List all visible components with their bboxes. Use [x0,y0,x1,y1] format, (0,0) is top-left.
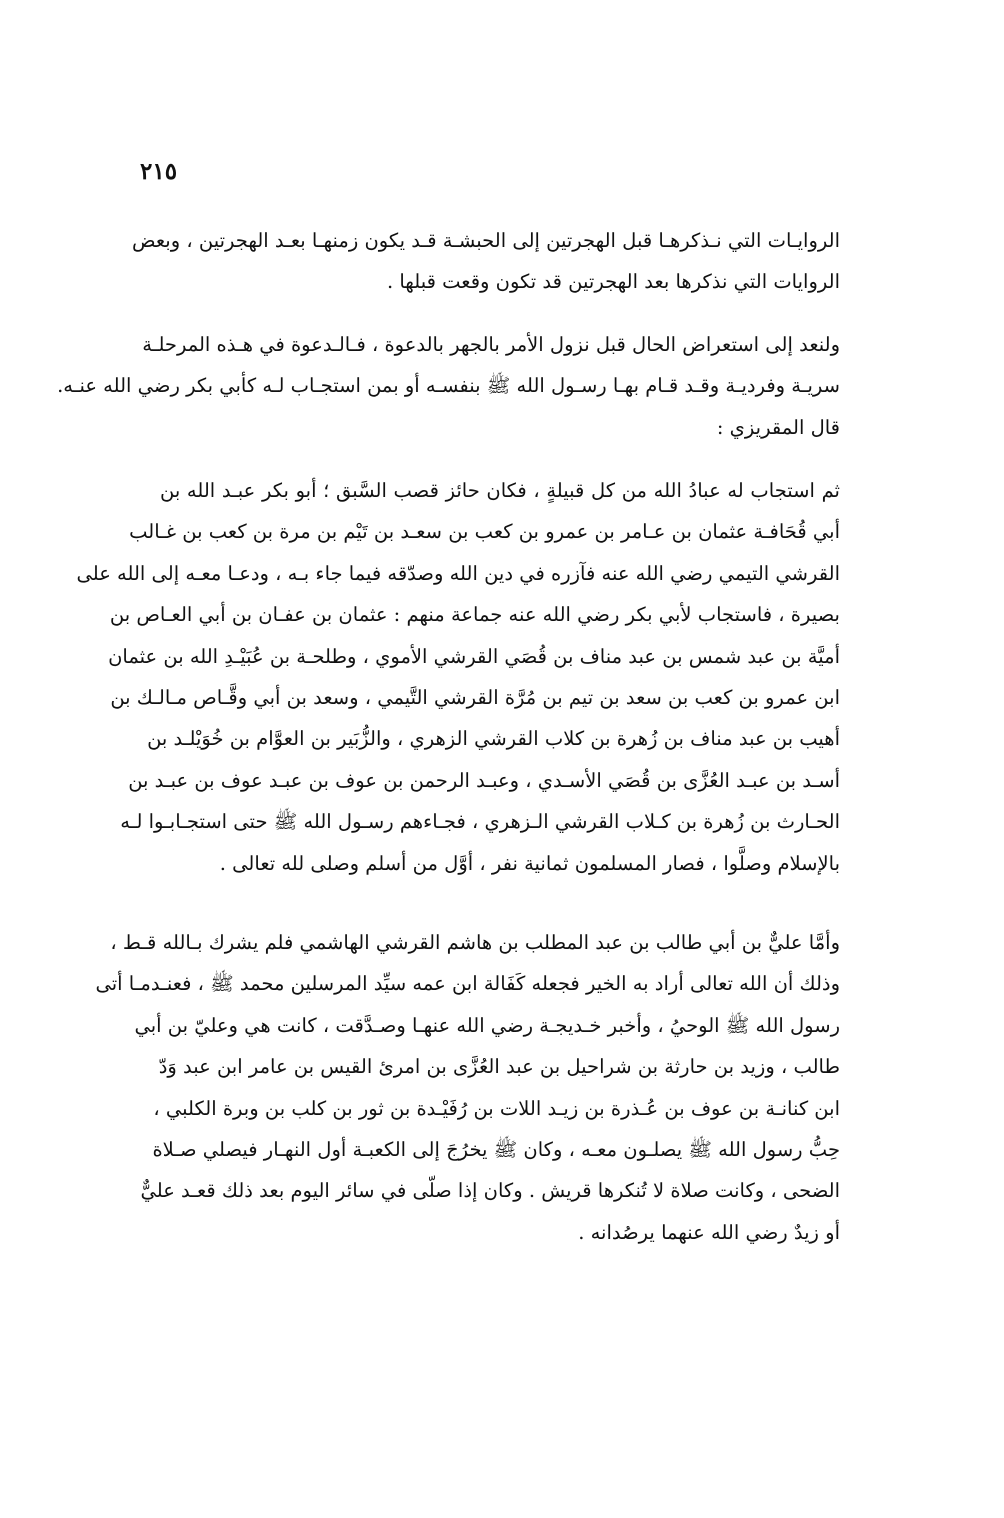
text-line: القرشي التيمي رضي الله عنه فآزره في دين الله وصدّقه فيما جاء بـه ، ودعـا معـه إلى الله على [76,561,840,585]
page-number: ٢١٥ [140,158,178,185]
text-line: رسول الله ﷺ الوحيُ ، وأخبر خـديجـة رضي الله عنهـا وصـدَّقت ، كانت هي وعليّ بن أبي [134,1013,840,1037]
text-line: بصيرة ، فاستجاب لأبي بكر رضي الله عنه جماعة منهم : عثمان بن عفـان بن أبي العـاص بن [109,603,840,627]
text-line: أو زيدٌ رضي الله عنهما يرصُدانه . [578,1220,840,1244]
text-line: قال المقريزي : [716,415,840,439]
text-line: أبي قُحَافـة عثمان بن عـامر بن عمرو بن كعب بن سعـد بن تَيْم بن مرة بن كعب بن غـالب [129,520,840,544]
text-line: ابن عمرو بن كعب بن سعد بن تيم بن مُرَّة القرشي التَّيمي ، وسعد بن أبي وقَّـاص مـالـك بن [110,686,840,710]
text-line: الروايـات التي نـذكرهـا قبل الهجرتين إلى الحبشـة قـد يكون زمنهـا بعـد الهجرتين ، وبعض [132,229,840,252]
paragraph-2 [57,324,840,448]
text-line: حِبُّ رسول الله ﷺ يصلـون معـه ، وكان ﷺ يخرُجَ إلى الكعبـة أول النهـار فيصلي صـلاة [152,1138,840,1162]
text-line: ثم استجاب له عبادُ الله من كل قبيلةٍ ، فكان حائز قصب السَّبق ؛ أبو بكر عبـد الله بن [160,479,840,502]
text-line: ابن كنانـة بن عوف بن عُـذرة بن زيـد اللات بن رُفَيْـدة بن ثور بن كلب بن وبرة الكلبي ، [153,1096,840,1120]
text-line: أهيب بن عبد مناف بن زُهرة بن كلاب القرشي الزهري ، والزُّبَير بن العوَّام بن خُوَيْلـد بن [147,727,840,751]
text-line: أسـد بن عبـد العُزَّى بن قُصَي الأسـدي ، وعبـد الرحمن بن عوف بن عبـد عوف بن عبـد بن [128,768,840,792]
text-line: بالإسلام وصلَّوا ، فصار المسلمون ثمانية نفر ، أوَّل من أسلم وصلى لله تعالى . [219,851,840,875]
paragraph-3-quote [76,470,840,884]
text-line: الحـارث بن زُهرة بن كـلاب القرشي الـزهري ، فجـاءهم رسـول الله ﷺ حتى استجـابـوا لـه [120,810,840,834]
text-line: الروايات التي نذكرها بعد الهجرتين قد تكون وقعت قبلها . [386,270,840,294]
text-line: طالب ، وزيد بن حارثة بن شراحيل بن عبد العُزَّى بن امرئ القيس بن عامر ابن عبد وَدّ [158,1055,840,1079]
text-line: وذلك أن الله تعالى أراد به الخير فجعله كَفَالة ابن عمه سيِّد المرسلين محمد ﷺ ، فعنـدمـا أتى [95,972,840,996]
paragraph-4 [95,922,840,1253]
text-line: الضحى ، وكانت صلاة لا تُنكرها قريش . وكان إذا صلّى في سائر اليوم بعد ذلك قعـد عليٌّ [140,1179,840,1203]
text-line: ولنعد إلى استعراض الحال قبل نزول الأمر بالجهر بالدعوة ، فـالـدعوة في هـذه المرحلـة [142,333,840,356]
text-line: أميَّة بن عبد شمس بن عبد مناف بن قُصَي القرشي الأموي ، وطلحـة بن عُبَيْـدِ الله بن عثمان [108,644,840,668]
text-line: سريـة وفرديـة وقـد قـام بهـا رسـول الله ﷺ بنفسـه أو بمن استجـاب لـه كأبي بكر رضي الله عنـه. [57,374,840,398]
text-line: وأمَّا عليٌّ بن أبي طالب بن عبد المطلب بن هاشم القرشي الهاشمي فلم يشرك بـالله قـط ، [110,931,840,954]
paragraph-1 [132,220,840,303]
